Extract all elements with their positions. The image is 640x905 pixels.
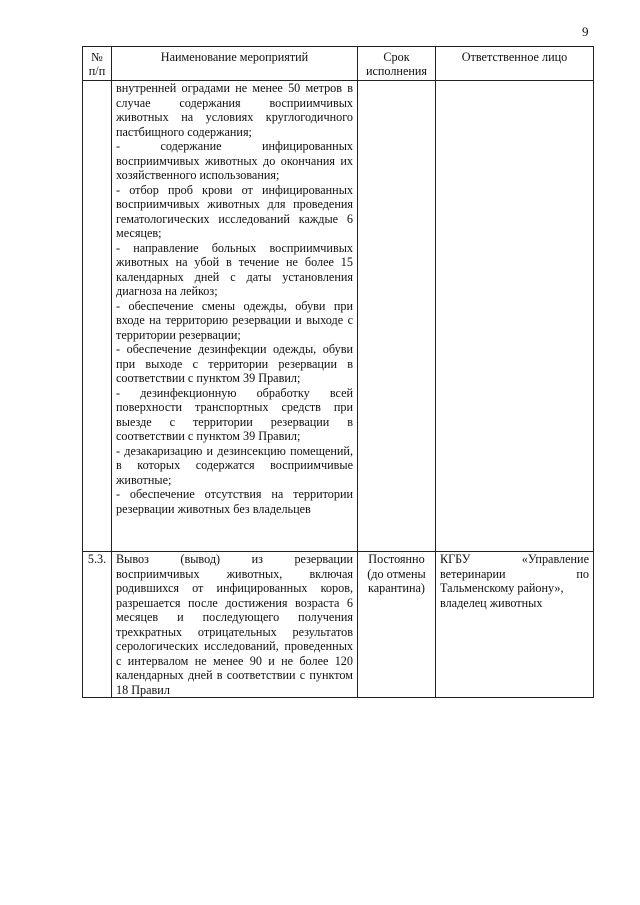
measure-text: - обеспечение отсутствия на территории резервации животных без владельцев xyxy=(116,487,353,516)
measure-text: - дезинфекционную обработку всей поверхности транспортных средств при выезде с территории резервации в соответствии с пунктом 39 Правил; xyxy=(116,385,353,443)
term-cell xyxy=(358,81,436,552)
measure-text: Вывоз (вывод) из резервации восприимчивых животных, включая родившихся от инфицированных коров, разрешается после достижения возраста 6 месяцев и последующего получения трехкратных отрицательных результатов серологических исследований, проведенных с интервалом не менее 90 и не более 120 календарных дней в соответствии с пунктом 18 Правил xyxy=(116,552,353,697)
row-number xyxy=(83,81,112,552)
header-responsible: Ответственное лицо xyxy=(436,47,594,81)
measure-cell xyxy=(112,81,358,552)
measure-text: - обеспечение дезинфекции одежды, обуви при выходе с территории резервации в соответствии с пунктом 39 Правил; xyxy=(116,342,353,385)
responsible-cell xyxy=(436,81,594,552)
header-term: Срок исполнения xyxy=(358,47,436,81)
page-number: 9 xyxy=(582,24,589,39)
measure-text: - содержание инфицированных восприимчивых животных до окончания их хозяйственного использования; xyxy=(116,139,353,182)
table-header-row xyxy=(83,47,594,81)
header-num: № п/п xyxy=(83,47,112,81)
measure-text: - отбор проб крови от инфицированных восприимчивых животных для проведения гематологических исследований каждые 6 месяцев; xyxy=(116,182,353,240)
measure-cell xyxy=(112,552,358,698)
responsible-text: владелец животных xyxy=(440,595,543,610)
table-row xyxy=(83,552,594,698)
table-row xyxy=(83,81,594,552)
row-number: 5.3. xyxy=(83,552,112,698)
responsible-cell xyxy=(436,552,594,698)
measures-table xyxy=(82,46,594,698)
measure-text: внутренней оградами не менее 50 метров в случае содержания восприимчивых животных на условиях круглогодичного пастбищного содержания; xyxy=(116,81,353,139)
measure-text: - дезакаризацию и дезинсекцию помещений, в которых содержатся восприимчивые животные; xyxy=(116,443,353,487)
term-cell: Постоянно (до отмены карантина) xyxy=(358,552,436,698)
header-name: Наименование мероприятий xyxy=(112,47,358,81)
measure-text: - направление больных восприимчивых животных на убой в течение не более 15 календарных дней с даты установления диагноза на лейкоз; xyxy=(116,240,353,298)
responsible-text: КГБУ «Управление ветеринарии по Тальменскому району», xyxy=(440,552,589,595)
measure-text: - обеспечение смены одежды, обуви при входе на территорию резервации и выходе с территории резервации; xyxy=(116,298,353,342)
